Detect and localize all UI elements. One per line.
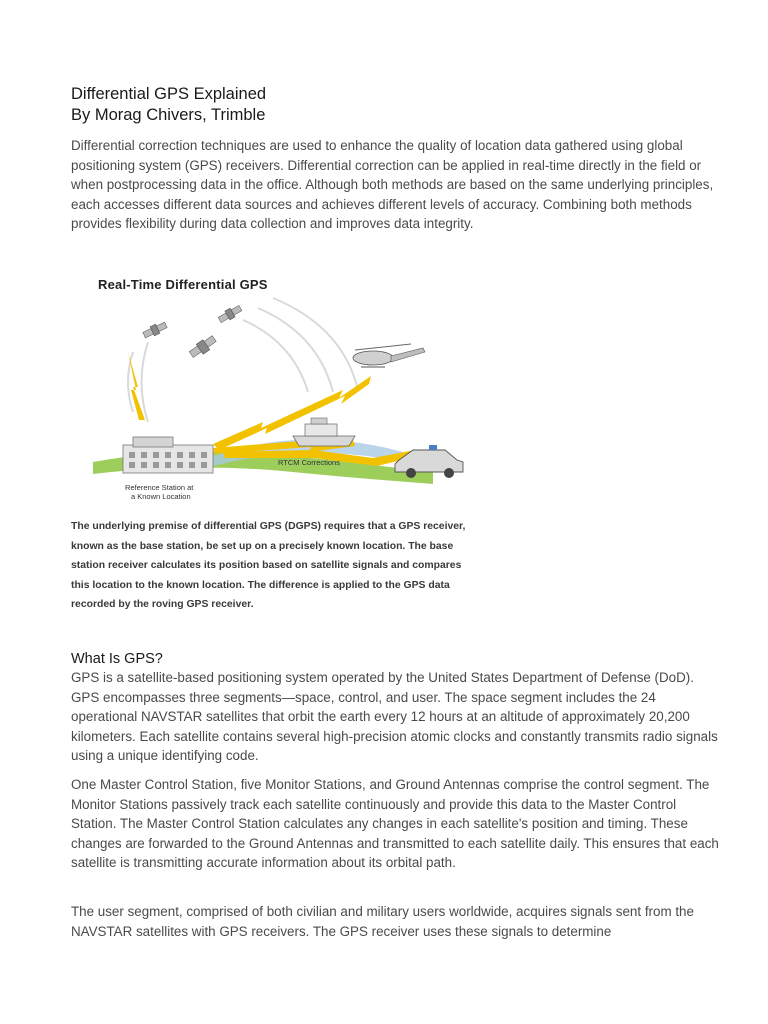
satellite-icon — [142, 320, 168, 339]
satellite-icon — [217, 304, 243, 325]
rtcm-label: RTCM Corrections — [278, 458, 340, 467]
station-label-line2: a Known Location — [131, 492, 191, 501]
document-title — [71, 84, 266, 126]
paragraph-user-segment: The user segment, comprised of both civilian and military users worldwide, acquires signals sent from the NAVSTAR satellites with GPS receivers. The GPS receiver uses these signals to determine — [71, 904, 694, 939]
satellite-icon — [188, 334, 218, 360]
paragraph-space-segment: GPS is a satellite-based positioning system operated by the United States Department of Defense (DoD). GPS encompasses three segments—space, control, and user. The space segment includes the 24 operational NAVSTAR satellites that orbit the earth every 12 hours at an altitude of approximately 20,200 kilometers. Each satellite contains several high-precision atomic clocks and constantly transmits radio signals using a unique identifying code. — [71, 670, 718, 764]
station-label-line1: Reference Station at — [125, 483, 194, 492]
reference-station-icon — [123, 437, 213, 473]
section-heading: What Is GPS? — [71, 651, 163, 667]
helicopter-icon — [353, 344, 425, 367]
paragraph-control-segment: One Master Control Station, five Monitor Stations, and Ground Antennas comprise the control segment. The Monitor Stations passively track each satellite continuously and provide this data to the Master Control Station. The Master Control Station calculates any changes in each satellite's position and timing. These changes are forwarded to the Ground Antennas and transmitted to each satellite daily. This ensures that each satellite is transmitting accurate information about its orbital path. — [71, 777, 719, 871]
intro-paragraph: Differential correction techniques are used to enhance the quality of location data gathered using global positioning system (GPS) receivers. Differential correction can be applied in real-time directly in the field or when postprocessing data in the office. Although both methods are based on the same underlying principles, each accesses different data sources and achieves different levels of accuracy. Combining both methods provides flexibility during data collection and improves data integrity. — [71, 138, 714, 232]
title-main: Differential GPS Explained — [71, 85, 267, 103]
title-author: By Morag Chivers, Trimble — [71, 106, 266, 124]
figure-caption: The underlying premise of differential GPS (DGPS) requires that a GPS receiver, known as the base station, be set up on a precisely known location. The base station receiver calculates its position based on satellite signals and compares this location to the known location. The difference is applied to the GPS data recorded by the roving GPS receiver. — [71, 521, 466, 610]
figure-title: Real-Time Differential GPS — [98, 277, 268, 292]
ship-icon — [293, 418, 355, 446]
dgps-illustration — [93, 272, 523, 512]
dgps-figure — [93, 272, 523, 512]
